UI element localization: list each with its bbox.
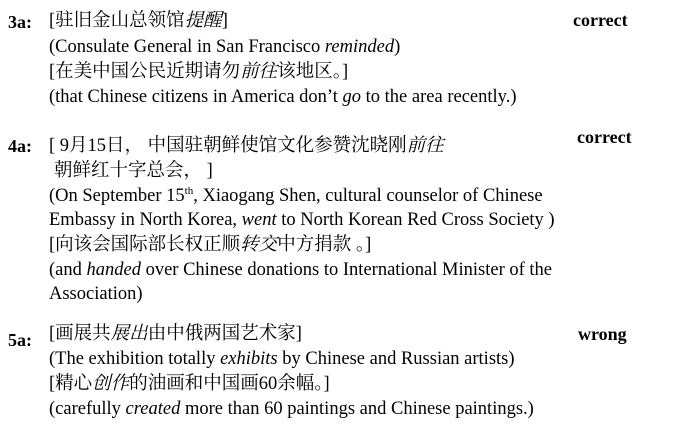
example-label: 5a: <box>8 330 32 350</box>
translation-line: (carefully created more than 60 paintings and Chinese paintings.) <box>49 399 534 419</box>
source-line: 朝鲜红十字总会， ] <box>54 161 213 181</box>
translation-line: (and handed over Chinese donations to International Minister of the <box>49 260 552 280</box>
source-line: [在美中国公民近期请勿前往该地区。] <box>49 62 349 82</box>
source-line: [画展共展出由中俄两国艺术家] <box>49 324 302 344</box>
translation-line: (On September 15th, Xiaogang Shen, cultural counselor of Chinese <box>49 185 543 206</box>
translation-line: (The exhibition totally exhibits by Chinese and Russian artists) <box>49 349 515 369</box>
source-line: [向该会国际部长权正顺转交中方捐款 。] <box>49 235 372 255</box>
translation-line: Association) <box>49 284 143 304</box>
source-line: [ 9月15日， 中国驻朝鲜使馆文化参赞沈晓刚前往 <box>49 136 444 156</box>
translation-line: Embassy in North Korea, went to North Korean Red Cross Society ) <box>49 210 555 230</box>
verdict-label: wrong <box>578 324 627 344</box>
verdict-label: correct <box>573 10 628 30</box>
example-label: 4a: <box>8 136 32 156</box>
source-line: [精心创作的油画和中国画60余幅。] <box>49 374 330 394</box>
source-line: [驻旧金山总领馆提醒] <box>49 11 228 31</box>
translation-line: (that Chinese citizens in America don’t go to the area recently.) <box>49 87 517 107</box>
verdict-label: correct <box>577 127 632 147</box>
translation-line: (Consulate General in San Francisco reminded) <box>49 37 401 57</box>
example-label: 3a: <box>8 12 32 32</box>
